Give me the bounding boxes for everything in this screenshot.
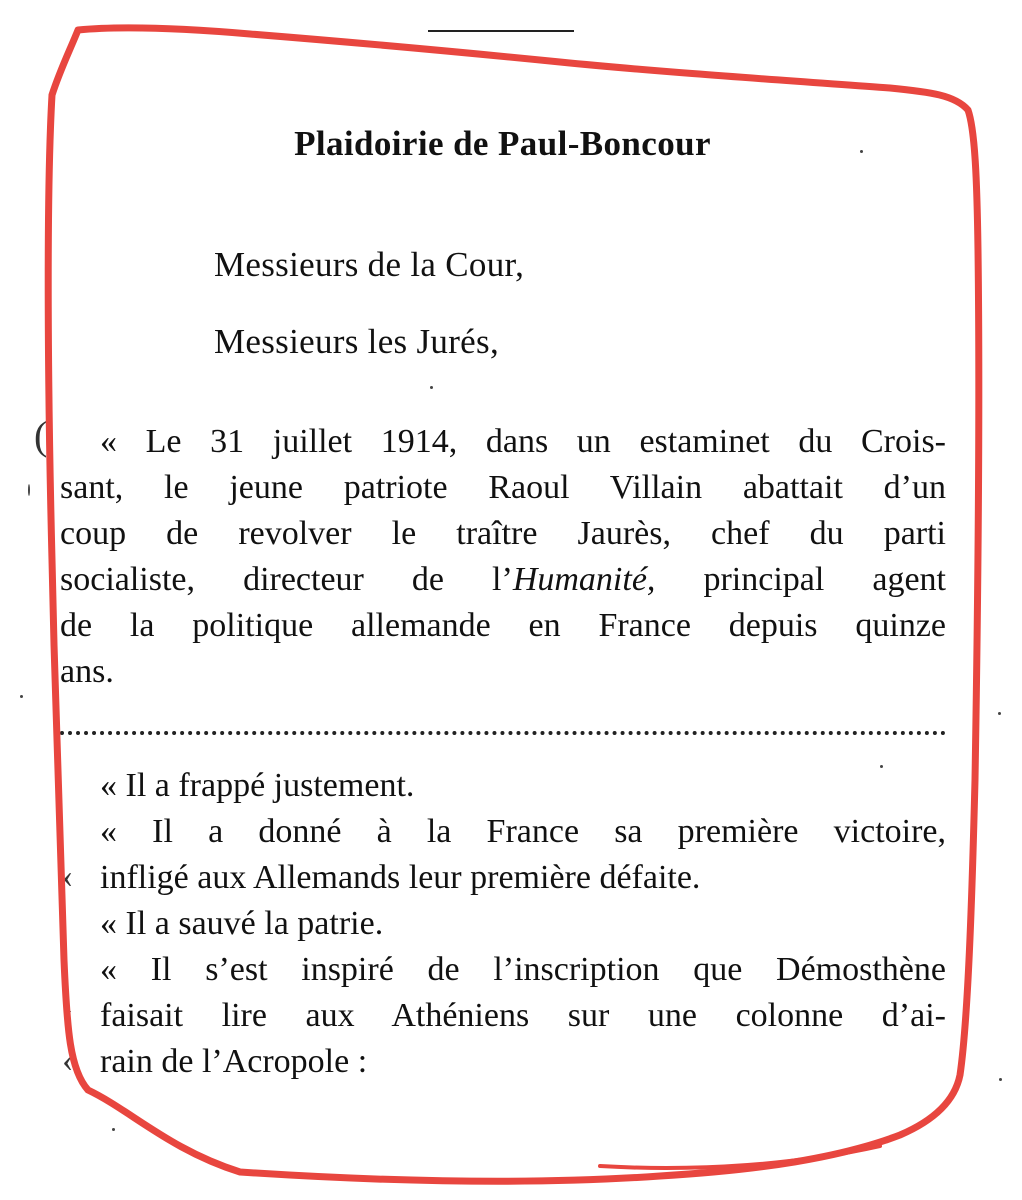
paragraph-line: ans.: [60, 653, 114, 690]
margin-mark: ‹: [62, 1042, 74, 1079]
margin-mark: (: [34, 413, 48, 458]
scan-speck: [430, 386, 433, 389]
quote-line: « Il a sauvé la patrie.: [100, 905, 384, 942]
newspaper-title: Humanité,: [512, 561, 656, 598]
scan-speck: [999, 1078, 1002, 1081]
scan-speck: [880, 765, 883, 768]
paragraph-line: [60, 556, 946, 604]
paragraph-text: socialiste, directeur de l’: [60, 561, 513, 598]
paragraph-text: principal agent: [655, 561, 946, 598]
quote-line: rain de l’Acropole :: [100, 1043, 368, 1080]
quote-line: « Il s’est inspiré de l’inscription que Démosthène: [100, 951, 946, 988]
quote-line: « Il a donné à la France sa première victoire,: [100, 813, 946, 850]
ellipsis-separator: [60, 731, 946, 735]
paragraph-line: de la politique allemande en France depuis quinze: [60, 607, 946, 644]
paragraph-line: coup de revolver le traître Jaurès, chef du parti: [60, 515, 946, 552]
scan-speck: [860, 150, 863, 153]
salutation-court: Messieurs de la Cour,: [214, 245, 525, 284]
paragraph-line: « Le 31 juillet 1914, dans un estaminet du Crois-: [100, 423, 946, 460]
page-title: Plaidoirie de Paul-Boncour: [294, 124, 711, 163]
margin-mark: ‹: [62, 858, 74, 895]
top-rule: [428, 30, 574, 32]
paragraph-line: sant, le jeune patriote Raoul Villain abattait d’un: [60, 469, 946, 506]
quote-line: « Il a frappé justement.: [100, 767, 415, 804]
quote-line: faisait lire aux Athéniens sur une colonne d’ai-: [100, 997, 946, 1034]
scan-speck: [998, 712, 1001, 715]
scan-speck: [112, 1128, 115, 1131]
margin-mark: ‹: [62, 996, 74, 1033]
salutation-jurors: Messieurs les Jurés,: [214, 322, 499, 361]
scan-speck: [28, 484, 30, 496]
quote-line: infligé aux Allemands leur première défaite.: [100, 859, 701, 896]
scan-speck: [20, 695, 23, 698]
